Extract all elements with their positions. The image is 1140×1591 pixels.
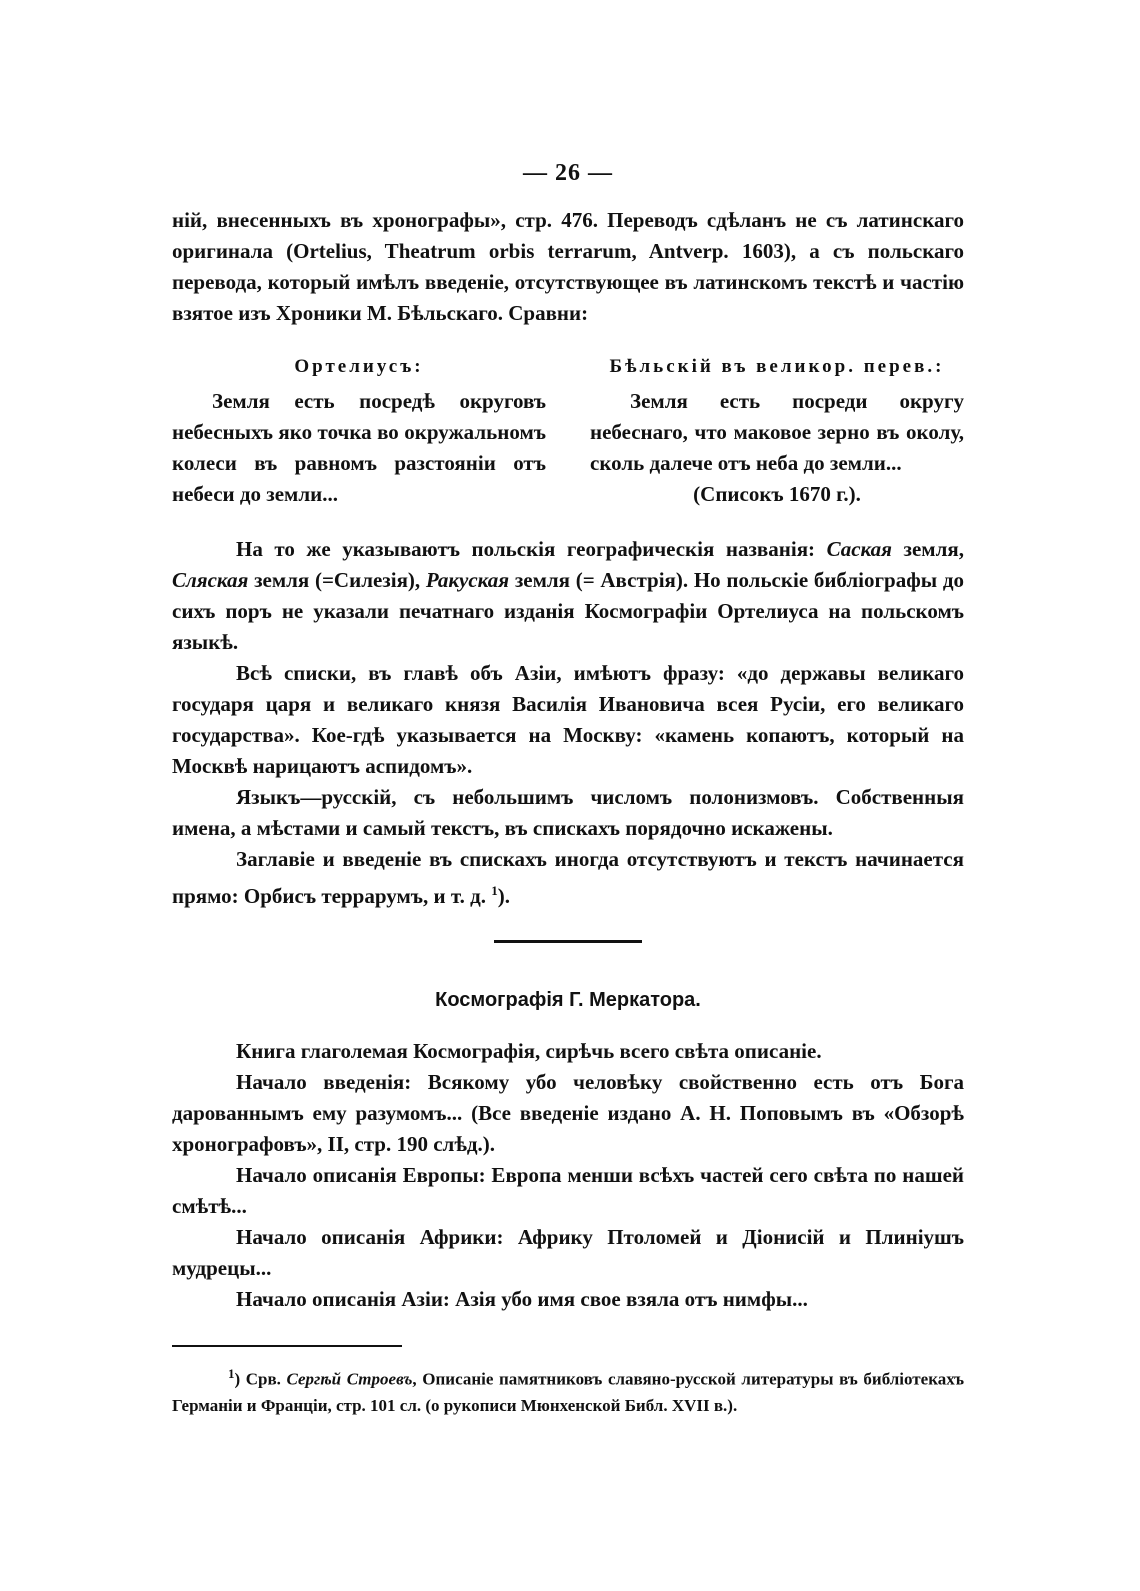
- left-text: Земля есть посредѣ округовъ небесныхъ яко точка во окружальномъ колеси въ равномъ разстояніи отъ небеси до земли...: [172, 389, 546, 506]
- section-paragraph: Начало описанія Азіи: Азія убо имя свое взяла отъ нимфы...: [236, 1287, 808, 1311]
- page: [172, 160, 964, 1419]
- comparison-columns: [172, 351, 964, 510]
- page-number: — 26 —: [523, 160, 613, 186]
- right-heading: Бѣльскій въ великор. перев.:: [609, 356, 945, 377]
- section-paragraph: Начало описанія Африки: Африку Птоломей и Діонисій и Плиніушъ мудрецы...: [172, 1225, 964, 1280]
- footnote-ref: 1: [491, 883, 498, 898]
- paragraph-names: На то же указываютъ польскія географическія названія: Саская земля, Сляская земля (=Силезія), Ракуская земля (= Австрія). Но польскіе библіографы до сихъ поръ не указали печатнаго изданія Космографіи Ортелиуса на польскомъ языкѣ.: [172, 537, 964, 654]
- section-divider: [494, 940, 642, 943]
- footnote-rule: [172, 1345, 402, 1347]
- intro-paragraph: ній, внесенныхъ въ хронографы», стр. 476. Переводъ сдѣланъ не съ латинскаго оригинала (Ortelius, Theatrum orbis terrarum, Antverp. 1603), а съ польскаго перевода, который имѣлъ введеніе, отсутствующее въ латинскомъ текстѣ и частію взятое изъ Хроники М. Бѣльскаго. Сравни:: [172, 208, 964, 325]
- right-note: (Списокъ 1670 г.).: [693, 482, 861, 506]
- paragraph-asia: Всѣ списки, въ главѣ объ Азіи, имѣютъ фразу: «до державы великаго государя царя и великаго князя Василія Ивановича всея Русіи, его великаго государства». Кое-гдѣ указывается на Москву: «камень копаютъ, который на Москвѣ нарицаютъ аспидомъ».: [172, 661, 964, 778]
- comparison-left: [172, 351, 546, 510]
- section-heading: Космографія Г. Меркатора.: [435, 989, 701, 1011]
- paragraph-title: Заглавіе и введеніе въ спискахъ иногда отсутствуютъ и текстъ начинается прямо: Орбисъ террарумъ, и т. д. $^1$).: [172, 847, 964, 908]
- section-paragraph: Книга глаголемая Космографія, сирѣчь всего свѣта описаніе.: [236, 1039, 822, 1063]
- left-heading: Ортелиусъ:: [294, 356, 424, 377]
- section-paragraph: Начало описанія Европы: Европа менши всѣхъ частей сего свѣта по нашей смѣтѣ...: [172, 1163, 964, 1218]
- paragraph-language: Языкъ—русскій, съ небольшимъ числомъ полонизмовъ. Собственныя имена, а мѣстами и самый текстъ, въ спискахъ порядочно искажены.: [172, 785, 964, 840]
- right-text: Земля есть посреди округу небеснаго, что маковое зерно въ околу, сколь далече отъ неба до земли...: [590, 389, 964, 475]
- section-paragraph: Начало введенія: Всякому убо человѣку свойственно есть отъ Бога дарованнымъ ему разумомъ... (Все введеніе издано А. Н. Поповымъ въ «Обзорѣ хронографовъ», II, стр. 190 слѣд.).: [172, 1070, 964, 1156]
- comparison-right: [590, 351, 964, 510]
- footnote: $^1$) Срв. Сергѣй Строевъ, Описаніе памятниковъ славяно-русской литературы въ библіотекахъ Германіи и Франціи, стр. 101 сл. (о рукописи Мюнхенской Библ. XVII в.).: [172, 1366, 964, 1415]
